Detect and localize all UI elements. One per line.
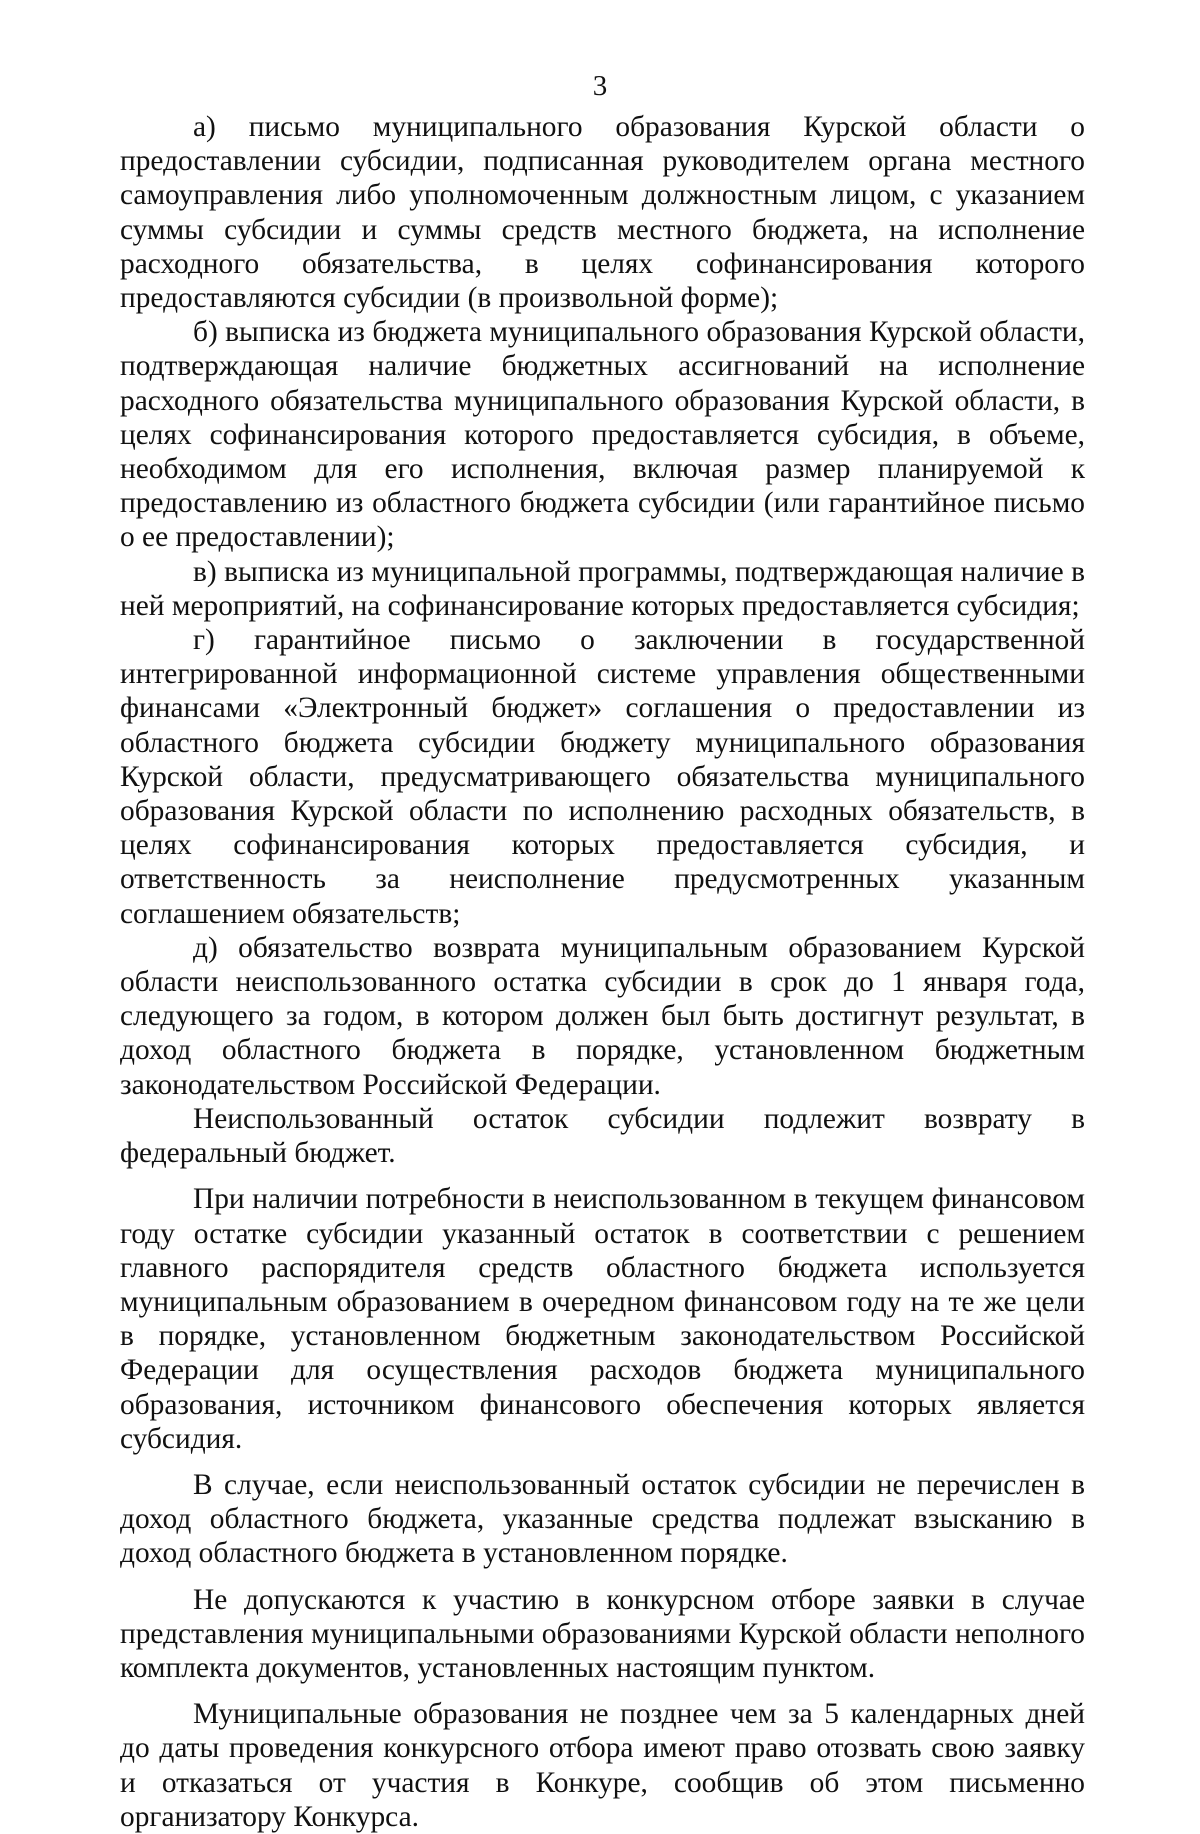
paragraph-unused-remainder-return: Неиспользованный остаток субсидии подлежит возврату в федеральный бюджет. [120, 1102, 1085, 1170]
paragraph-remainder-usage: При наличии потребности в неиспользованном в текущем финансовом году остатке субсидии указанный остаток в соответствии с решением главного распорядителя средств областного бюджета используется муниципальным образованием в очередном финансовом году на те же цели в порядке, установленном бюджетным законодательством Российской Федерации для осуществления расходов бюджета муниципального образования, источником финансового обеспечения которых является субсидия. [120, 1183, 1085, 1455]
document-body [120, 110, 1085, 1834]
paragraph-recovery: В случае, если неиспользованный остаток субсидии не перечислен в доход областного бюджета, указанные средства подлежат взысканию в доход областного бюджета в установленном порядке. [120, 1468, 1085, 1570]
paragraph-g: г) гарантийное письмо о заключении в государственной интегрированной информационной системе управления общественными финансами «Электронный бюджет» соглашения о предоставлении из областного бюджета субсидии бюджету муниципального образования Курской области, предусматривающего обязательства муниципального образования Курской области по исполнению расходных обязательств, в целях софинансирования которых предоставляется субсидия, и ответственность за неисполнение предусмотренных указанным соглашением обязательств; [120, 624, 1085, 930]
paragraph-withdrawal: Муниципальные образования не позднее чем за 5 календарных дней до даты проведения конкурсного отбора имеют право отозвать свою заявку и отказаться от участия в Конкуре, сообщив об этом письменно организатору Конкурса. [120, 1698, 1085, 1833]
paragraph-b: б) выписка из бюджета муниципального образования Курской области, подтверждающая наличие бюджетных ассигнований на исполнение расходного обязательства муниципального образования Курской области, в целях софинансирования которого предоставляется субсидия, в объеме, необходимом для его исполнения, включая размер планируемой к предоставлению из областного бюджета субсидии (или гарантийное письмо о ее предоставлении); [120, 316, 1085, 554]
page-number: 3 [592, 70, 608, 102]
paragraph-v: в) выписка из муниципальной программы, подтверждающая наличие в ней мероприятий, на софинансирование которых предоставляется субсидия; [120, 555, 1085, 622]
paragraph-a: а) письмо муниципального образования Курской области о предоставлении субсидии, подписанная руководителем органа местного самоуправления либо уполномоченным должностным лицом, с указанием суммы субсидии и суммы средств местного бюджета, на исполнение расходного обязательства, в целях софинансирования которого предоставляются субсидии (в произвольной форме); [120, 111, 1085, 315]
paragraph-d: д) обязательство возврата муниципальным образованием Курской области неиспользованного остатка субсидии в срок до 1 января года, следующего за годом, в котором должен был быть достигнут результат, в доход областного бюджета в порядке, установленном бюджетным законодательством Российской Федерации. [120, 931, 1085, 1101]
paragraph-inadmissible-applications: Не допускаются к участию в конкурсном отборе заявки в случае представления муниципальными образованиями Курской области неполного комплекта документов, установленных настоящим пунктом. [120, 1583, 1085, 1684]
